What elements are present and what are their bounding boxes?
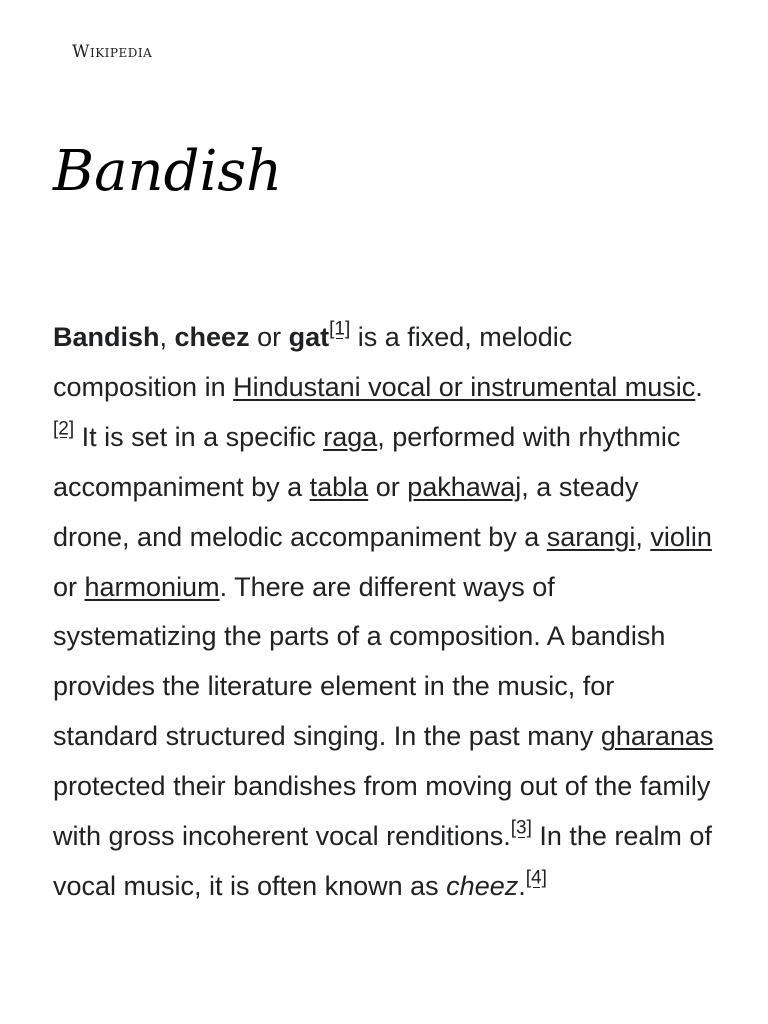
text: In the realm of vocal music, it is often known as bbox=[53, 821, 712, 901]
page-title: Bandish bbox=[53, 139, 283, 204]
text: , bbox=[159, 322, 175, 352]
link-hindustani-music[interactable]: Hindustani vocal or instrumental music bbox=[233, 371, 696, 402]
text: . There are different ways of systematizing the parts of a composition. A bandish provides the literature element in the music, for standard structured singing. In the past many bbox=[53, 571, 666, 752]
term-cheez: cheez bbox=[174, 322, 250, 352]
reference-link-4[interactable]: [4] bbox=[525, 867, 547, 889]
article-paragraph bbox=[53, 313, 721, 912]
term-cheez-italic: cheez bbox=[446, 870, 519, 901]
link-pakhawaj[interactable]: pakhawaj bbox=[407, 471, 522, 502]
link-tabla[interactable]: tabla bbox=[309, 471, 369, 502]
site-header bbox=[72, 42, 152, 68]
link-harmonium[interactable]: harmonium bbox=[84, 571, 220, 602]
wikipedia-wordmark[interactable]: Wikipedia bbox=[72, 42, 153, 62]
text: , performed with rhythmic accompaniment by a bbox=[53, 421, 681, 502]
reference-2 bbox=[53, 418, 74, 439]
text: It is set in a specific bbox=[74, 421, 324, 452]
term-bandish: Bandish bbox=[53, 322, 160, 352]
reference-3 bbox=[511, 818, 532, 839]
text: , a steady drone, and melodic accompaniment by a bbox=[53, 471, 639, 552]
text: is a fixed, melodic composition in bbox=[53, 322, 573, 402]
link-raga[interactable]: raga bbox=[323, 421, 378, 452]
reference-1 bbox=[329, 319, 350, 340]
text: . bbox=[695, 371, 703, 402]
link-gharanas[interactable]: gharanas bbox=[600, 721, 714, 752]
text: protected their bandishes from moving out of the family with gross incoherent vocal renditions. bbox=[53, 771, 711, 852]
text: , bbox=[635, 521, 651, 552]
text: . bbox=[518, 870, 526, 901]
reference-link-2[interactable]: [2] bbox=[53, 418, 75, 440]
link-sarangi[interactable]: sarangi bbox=[546, 521, 636, 552]
text: or bbox=[249, 322, 289, 352]
text: or bbox=[53, 571, 85, 602]
term-gat: gat bbox=[288, 322, 330, 352]
text: or bbox=[368, 471, 408, 502]
reference-4 bbox=[526, 868, 547, 889]
reference-link-3[interactable]: [3] bbox=[510, 817, 532, 839]
link-violin[interactable]: violin bbox=[650, 521, 712, 552]
reference-link-1[interactable]: [1] bbox=[329, 318, 351, 340]
